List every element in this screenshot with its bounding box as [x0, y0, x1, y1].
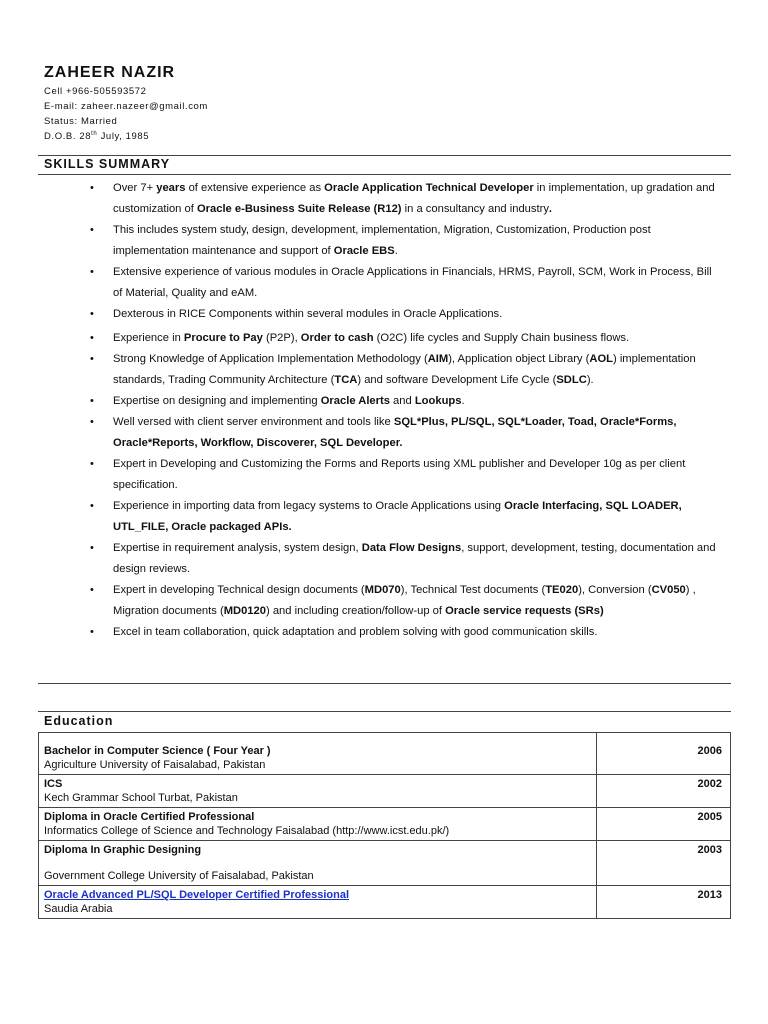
skill-text-bold: AIM [427, 353, 449, 365]
skill-text-bold: TE020 [545, 584, 579, 596]
skill-text: Expertise in requirement analysis, system design, [113, 542, 362, 554]
skill-text: Well versed with client server environment and tools like [113, 416, 394, 428]
skill-text: (O2C) life cycles and Supply Chain business flows. [373, 332, 630, 344]
bullet-icon: • [90, 332, 94, 344]
education-row [39, 808, 731, 841]
degree-title: ICS [44, 778, 63, 790]
skill-text: . [394, 245, 398, 257]
skill-text: ) and software Development Life Cycle ( [357, 374, 557, 386]
skill-text: Over 7+ [113, 182, 157, 194]
graduation-year: 2013 [597, 886, 731, 919]
certification-link[interactable]: Oracle Advanced PL/SQL Developer Certified Professional [44, 889, 350, 901]
bullet-icon: • [90, 353, 94, 365]
skill-text: and [389, 395, 415, 407]
skill-text: ), Application object Library ( [448, 353, 590, 365]
bullet-icon: • [90, 308, 94, 320]
bullet-icon: • [90, 626, 94, 638]
skill-item [90, 580, 720, 622]
institution-name: Informatics College of Science and Technology Faisalabad (http://www.icst.edu.pk/) [44, 825, 450, 837]
skill-text-bold: Order to cash [300, 332, 374, 344]
institution-name: Kech Grammar School Turbat, Pakistan [44, 792, 238, 804]
skill-text-bold: SDLC [556, 374, 587, 386]
degree-title: Diploma In Graphic Designing [44, 844, 202, 856]
education-details [39, 775, 597, 808]
contact-block [44, 84, 208, 144]
skill-text-bold: Oracle service requests (SRs) [445, 605, 604, 617]
education-row [39, 733, 731, 775]
skill-text: (P2P), [262, 332, 301, 344]
date-of-birth [44, 129, 208, 144]
skill-text: in a consultancy and industry [401, 203, 549, 215]
skill-text: Expert in developing Technical design documents ( [113, 584, 365, 596]
skill-text: ). [586, 374, 594, 386]
skill-text-bold: TCA [334, 374, 358, 386]
skill-item [90, 349, 720, 391]
divider-skills-end [38, 683, 731, 684]
cell-phone: Cell +966-505593572 [44, 86, 147, 97]
institution-name: Agriculture University of Faisalabad, Pakistan [44, 759, 266, 771]
divider-top [38, 155, 731, 156]
education-details [39, 808, 597, 841]
skill-text-bold: . [548, 203, 553, 215]
skill-text: . [461, 395, 465, 407]
divider-education-top [38, 711, 731, 712]
skill-item [90, 220, 720, 262]
institution-name: Saudia Arabia [44, 903, 113, 915]
skill-text-bold: SQL*Plus, PL/SQL, SQL*Loader, Toad, Oracle*Forms, Oracle*Reports, Workflow, Discoverer, SQL Developer. [113, 416, 677, 449]
bullet-icon: • [90, 500, 94, 512]
skill-text-bold: MD0120 [223, 605, 266, 617]
skill-text-bold: Oracle Application Technical Developer [324, 182, 534, 194]
skill-text: , support, development, testing, documentation and design reviews. [113, 542, 716, 575]
bullet-icon: • [90, 584, 94, 596]
skills-list [90, 178, 720, 643]
graduation-year: 2003 [597, 841, 731, 886]
bullet-icon: • [90, 266, 94, 278]
education-details [39, 886, 597, 919]
skill-text: ), Technical Test documents ( [400, 584, 546, 596]
skill-item [90, 178, 720, 220]
bullet-icon: • [90, 416, 94, 428]
skill-item [90, 496, 720, 538]
graduation-year: 2002 [597, 775, 731, 808]
row-spacer [44, 857, 590, 869]
skill-text: Excel in team collaboration, quick adaptation and problem solving with good communication skills. [113, 626, 598, 638]
skill-text-bold: Data Flow Designs [361, 542, 462, 554]
skill-text-bold: years [156, 182, 186, 194]
dob-prefix: D.O.B. 28 [44, 131, 92, 142]
skill-item [90, 454, 720, 496]
education-row [39, 886, 731, 919]
skill-text: Expertise on designing and implementing [113, 395, 321, 407]
skill-item [90, 328, 720, 349]
bullet-icon: • [90, 182, 94, 194]
skill-text-bold: CV050 [651, 584, 686, 596]
graduation-year: 2006 [597, 733, 731, 775]
skill-text: ), Conversion ( [578, 584, 652, 596]
skill-text-bold: Oracle Alerts [320, 395, 390, 407]
skills-summary-heading: SKILLS SUMMARY [44, 157, 171, 171]
skill-text: of extensive experience as [185, 182, 325, 194]
skill-text-bold: Oracle EBS [333, 245, 395, 257]
education-details [39, 841, 597, 886]
education-row [39, 841, 731, 886]
bullet-icon: • [90, 395, 94, 407]
skill-text: ) implementation standards, Trading Community Architecture ( [113, 353, 696, 386]
education-details [39, 733, 597, 775]
candidate-name: ZAHEER NAZIR [44, 64, 176, 81]
dob-superscript: th [91, 130, 98, 137]
skill-text: This includes system study, design, development, implementation, Migration, Customization, Production post implementation maintenance and support of [113, 224, 651, 257]
skill-text: Experience in [113, 332, 184, 344]
bullet-icon: • [90, 542, 94, 554]
education-heading: Education [44, 714, 114, 728]
skill-text: Expert in Developing and Customizing the Forms and Reports using XML publisher and Developer 10g as per client specification. [113, 458, 686, 491]
education-row [39, 775, 731, 808]
skill-text: in implementation, up gradation and customization of [113, 182, 715, 215]
skill-item [90, 262, 720, 304]
education-table [38, 732, 731, 919]
skill-text-bold: Oracle e-Business Suite Release (R12) [196, 203, 402, 215]
degree-title: Diploma in Oracle Certified Professional [44, 811, 255, 823]
skill-text-bold: MD070 [364, 584, 401, 596]
degree-title: Bachelor in Computer Science ( Four Year ) [44, 745, 271, 757]
bullet-icon: • [90, 458, 94, 470]
skill-text: Strong Knowledge of Application Implementation Methodology ( [113, 353, 428, 365]
skill-item [90, 538, 720, 580]
skill-text: Extensive experience of various modules in Oracle Applications in Financials, HRMS, Payroll, SCM, Work in Process, Bill of Material, Quality and eAM. [113, 266, 712, 299]
skill-text-bold: Procure to Pay [183, 332, 263, 344]
skill-item [90, 412, 720, 454]
skill-text-bold: Lookups [414, 395, 462, 407]
bullet-icon: • [90, 224, 94, 236]
divider-skills [38, 174, 731, 175]
marital-status: Status: Married [44, 116, 118, 127]
skill-item [90, 391, 720, 412]
skill-text: Experience in importing data from legacy systems to Oracle Applications using [113, 500, 505, 512]
email: E-mail: zaheer.nazeer@gmail.com [44, 101, 208, 112]
skill-text-bold: Oracle Interfacing, SQL LOADER, UTL_FILE, Oracle packaged APIs. [113, 500, 682, 533]
dob-suffix: July, 1985 [97, 131, 150, 142]
skill-item [90, 304, 720, 325]
institution-name: Government College University of Faisalabad, Pakistan [44, 870, 314, 882]
graduation-year: 2005 [597, 808, 731, 841]
skill-text-bold: AOL [589, 353, 613, 365]
skill-text: Dexterous in RICE Components within several modules in Oracle Applications. [113, 308, 503, 320]
skill-item [90, 622, 720, 643]
skill-text: ) , Migration documents ( [113, 584, 696, 617]
skill-text: ) and including creation/follow-up of [265, 605, 446, 617]
